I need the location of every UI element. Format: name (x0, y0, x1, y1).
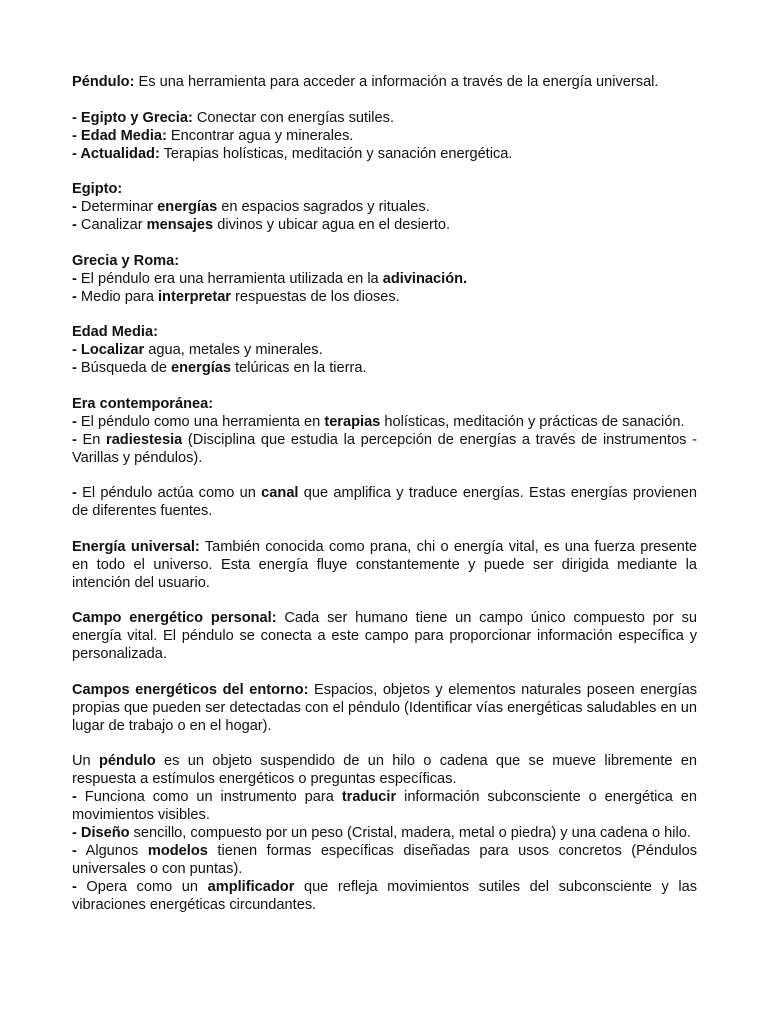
list-item (72, 484, 697, 520)
history-label: - Actualidad: (72, 145, 160, 162)
text: Algunos (76, 843, 148, 859)
term: Campos energéticos del entorno: (72, 681, 309, 698)
list-item (72, 270, 697, 288)
text: telúricas en la tierra. (231, 360, 367, 376)
section-heading: Edad Media: (72, 324, 158, 340)
emphasis: interpretar (158, 288, 231, 305)
text: En (76, 431, 107, 448)
dash: - (72, 485, 77, 501)
text: divinos y ubicar agua en el desierto. (213, 217, 451, 233)
definition: También conocida como prana, chi o energía vital, es una fuerza presente en todo el universo. Esta energía fluye constantemente y puede ser dirigida mediante la intención del usuario. (72, 538, 697, 591)
emphasis: traducir (341, 789, 397, 805)
history-item (72, 145, 697, 163)
text: es un objeto suspendido de un hilo o cadena que se mueve libremente en respuesta a estímulos energéticos o preguntas específicas. (72, 753, 697, 787)
dash: - (72, 431, 77, 448)
text: tienen formas específicas diseñadas para usos concretos (Péndulos universales o con puntas). (72, 843, 697, 877)
history-text: Terapias holísticas, meditación y sanación energética. (159, 145, 513, 162)
dash: - (72, 789, 77, 805)
emphasis: péndulo (98, 753, 156, 769)
emphasis: radiestesia (106, 431, 183, 448)
history-list (72, 109, 697, 163)
dash: - (72, 217, 77, 233)
history-item (72, 127, 697, 145)
emphasis: adivinación. (382, 270, 468, 287)
text: El péndulo como una herramienta en (76, 413, 325, 430)
list-item (72, 431, 697, 467)
section-heading: Egipto: (72, 181, 123, 197)
history-text: Encontrar agua y minerales. (166, 127, 354, 144)
list-item (72, 341, 697, 359)
pendulo-intro (72, 752, 697, 788)
emphasis: canal (261, 485, 299, 501)
intro-text: Es una herramienta para acceder a información a través de la energía universal. (134, 74, 659, 90)
history-label: - Edad Media: (72, 127, 167, 144)
list-item (72, 824, 697, 842)
list-item (72, 359, 697, 377)
intro-paragraph (72, 73, 697, 91)
term: Campo energético personal: (72, 610, 277, 626)
history-item (72, 109, 697, 127)
definition: Espacios, objetos y elementos naturales poseen energías propias que pueden ser detectadas con el péndulo (Identificar vías energéticas saludables en un lugar de trabajo o en el hogar). (72, 681, 697, 734)
section-heading: Era contemporánea: (72, 395, 214, 412)
paragraph-campos-entorno (72, 681, 697, 735)
emphasis: - Localizar (72, 342, 145, 358)
dash: - (72, 413, 77, 430)
text: (Disciplina que estudia la percepción de energías a través de instrumentos - Varillas y péndulos). (72, 431, 697, 466)
text: sencillo, compuesto por un peso (Cristal, madera, metal o piedra) y una cadena o hilo. (129, 825, 691, 841)
text: Un (72, 753, 99, 769)
spacer (72, 467, 697, 485)
dash: - (72, 843, 77, 859)
text: información subconsciente o energética en movimientos visibles. (72, 789, 697, 823)
paragraph-campo-personal (72, 609, 697, 663)
text: El péndulo era una herramienta utilizada en la (76, 270, 383, 287)
list-item (72, 878, 697, 914)
section-grecia-roma (72, 252, 697, 306)
term-pendulo: Péndulo: (72, 74, 135, 90)
dash: - (72, 199, 77, 215)
text: respuestas de los dioses. (231, 288, 400, 305)
section-edad-media (72, 323, 697, 377)
text: Opera como un (76, 879, 208, 895)
list-item (72, 842, 697, 878)
history-label: - Egipto y Grecia: (72, 109, 193, 126)
list-item (72, 413, 697, 431)
list-item (72, 216, 697, 234)
dash: - (72, 879, 77, 895)
paragraph-energia-universal (72, 538, 697, 592)
list-item (72, 288, 697, 306)
text: Funciona como un instrumento para (76, 789, 342, 805)
emphasis: terapias (324, 413, 381, 430)
list-item (72, 788, 697, 824)
emphasis: energías (171, 360, 232, 376)
emphasis: energías (157, 199, 218, 215)
text: Canalizar (76, 217, 147, 233)
text: Determinar (76, 199, 158, 215)
document-body (72, 73, 697, 932)
history-text: Conectar con energías sutiles. (192, 109, 395, 126)
text: que refleja movimientos sutiles del subconsciente y las vibraciones energéticas circundantes. (72, 879, 697, 913)
emphasis: - Diseño (72, 825, 130, 841)
dash: - (72, 288, 77, 305)
text: en espacios sagrados y rituales. (217, 199, 430, 215)
section-egipto (72, 180, 697, 234)
definition: Cada ser humano tiene un campo único compuesto por su energía vital. El péndulo se conecta a este campo para proporcionar información específica y personalizada. (72, 610, 697, 662)
text: El péndulo actúa como un (76, 485, 262, 501)
term: Energía universal: (72, 538, 200, 555)
text: Medio para (76, 288, 158, 305)
text: que amplifica y traduce energías. Estas energías provienen de diferentes fuentes. (72, 485, 697, 519)
text: holísticas, meditación y prácticas de sanación. (380, 413, 685, 430)
dash: - (72, 270, 77, 287)
list-item (72, 198, 697, 216)
emphasis: mensajes (146, 217, 214, 233)
section-heading: Grecia y Roma: (72, 252, 180, 269)
emphasis: amplificador (207, 879, 295, 895)
text: Búsqueda de (76, 360, 172, 376)
text: agua, metales y minerales. (144, 342, 323, 358)
section-pendulo (72, 752, 697, 914)
dash: - (72, 360, 77, 376)
section-era-contemporanea (72, 395, 697, 521)
emphasis: modelos (147, 843, 208, 859)
